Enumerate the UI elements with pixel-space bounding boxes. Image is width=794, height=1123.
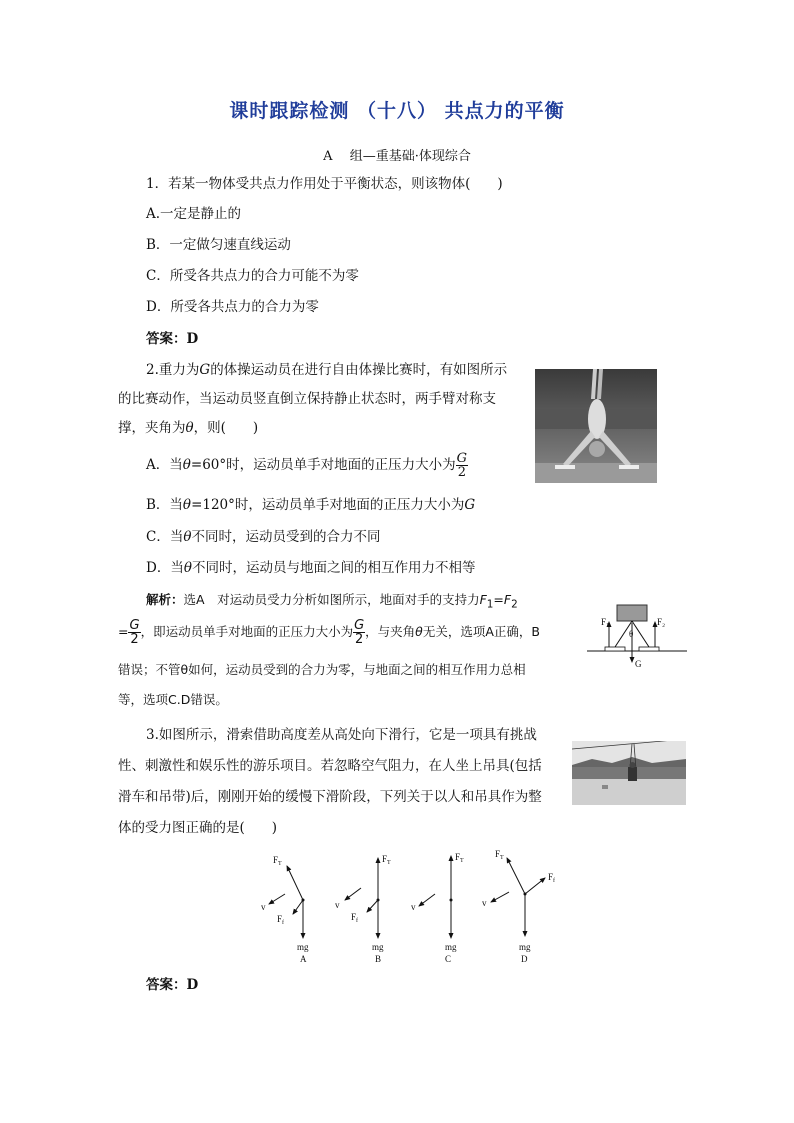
q3-diagram-d [482, 849, 555, 964]
q3-label-c: C [445, 954, 452, 964]
q2-option-b: B．当θ=120°时，运动员单手对地面的正压力大小为G [146, 497, 476, 513]
q3-label-b: B [375, 954, 382, 964]
q2-explanation-line1: 解析：选A 对运动员受力分析如图所示，地面对手的支持力$F_1=F_2$ [146, 592, 518, 611]
fraction-g-over-2: $\frac{G}{2}$ [456, 451, 468, 480]
svg-text:Ff: $F_f$ [548, 872, 555, 884]
q1-option-a: A.一定是静止的 [146, 206, 242, 222]
q1-option-b: B．一定做匀速直线运动 [146, 237, 291, 253]
label-f2: F₂ [657, 617, 666, 627]
q2-option-a: A．当θ=60°时，运动员单手对地面的正压力大小为 $\frac{G}{2}$ [146, 451, 468, 480]
gymnast-force-diagram [587, 601, 687, 671]
q2-option-d: D．当θ不同时，运动员与地面之间的相互作用力不相等 [146, 560, 476, 576]
q2-explanation-line2: = $\frac{G}{2}$ ，即运动员单手对地面的正压力大小为 $\frac{G}{2}$ ，与夹角θ无关，选项A正确，B [118, 618, 540, 647]
label-theta: θ [629, 629, 634, 639]
q1-stem: 1．若某一物体受共点力作用处于平衡状态，则该物体( ) [146, 176, 503, 192]
q3-diagram-c [411, 852, 464, 964]
gymnast-photo [535, 369, 657, 483]
zipline-photo [572, 741, 686, 805]
q1-option-d: D．所受各共点力的合力为零 [146, 299, 319, 315]
svg-text:Ff: $F_f$ [351, 912, 359, 924]
q1-option-c: C．所受各共点力的合力可能不为零 [146, 268, 359, 284]
label-g: G [635, 659, 642, 669]
svg-text:v: v [411, 902, 416, 912]
q2-stem-line1: 2.重力为G的体操运动员在进行自由体操比赛时，有如图所示 [146, 362, 508, 378]
q3-stem-line3: 滑车和吊带)后，刚刚开始的缓慢下滑阶段，下列关于以人和吊具作为整 [118, 789, 542, 805]
svg-text:FT: $F_T$ [273, 855, 282, 867]
q3-stem-line2: 性、刺激性和娱乐性的游乐项目。若忽略空气阻力，在人坐上吊具(包括 [118, 758, 542, 774]
svg-text:Ff: $F_f$ [277, 914, 285, 926]
q3-label-d: D [521, 954, 528, 964]
q2-stem-line3: 撑，夹角为θ，则( ) [118, 420, 259, 436]
q3-diagram-a [261, 855, 309, 964]
q2-stem-line2: 的比赛动作，当运动员竖直倒立保持静止状态时，两手臂对称支 [118, 391, 496, 407]
svg-text:mg: mg [372, 942, 384, 952]
svg-text:v: v [482, 898, 487, 908]
q3-force-diagrams [255, 848, 555, 966]
q1-answer: 答案：D [146, 331, 199, 347]
q3-answer: 答案：D [146, 977, 199, 993]
svg-text:mg: mg [519, 942, 531, 952]
page-title: 课时跟踪检测 （十八） 共点力的平衡 [229, 100, 565, 122]
svg-text:FT: $F_T$ [495, 849, 504, 861]
q3-label-a: A [300, 954, 307, 964]
svg-text:mg: mg [297, 942, 309, 952]
svg-text:FT: $F_T$ [382, 854, 391, 866]
svg-text:v: v [261, 902, 266, 912]
svg-text:FT: $F_T$ [455, 852, 464, 864]
svg-text:v: v [335, 900, 340, 910]
q3-diagram-b [335, 854, 391, 964]
q3-stem-line1: 3.如图所示，滑索借助高度差从高处向下滑行，它是一项具有挑战 [146, 727, 537, 743]
label-f1: F₁ [601, 617, 610, 627]
svg-text:mg: mg [445, 942, 457, 952]
body-block [617, 605, 647, 621]
q3-stem-line4: 体的受力图正确的是( ) [118, 820, 278, 836]
section-heading: A 组—重基础·体现综合 [323, 149, 471, 164]
q2-option-c: C．当θ不同时，运动员受到的合力不同 [146, 529, 381, 545]
q2-explanation-line3: 错误；不管θ如何，运动员受到的合力为零，与地面之间的相互作用力总相 [118, 662, 526, 677]
q2-explanation-line4: 等，选项C.D错误。 [118, 692, 228, 707]
